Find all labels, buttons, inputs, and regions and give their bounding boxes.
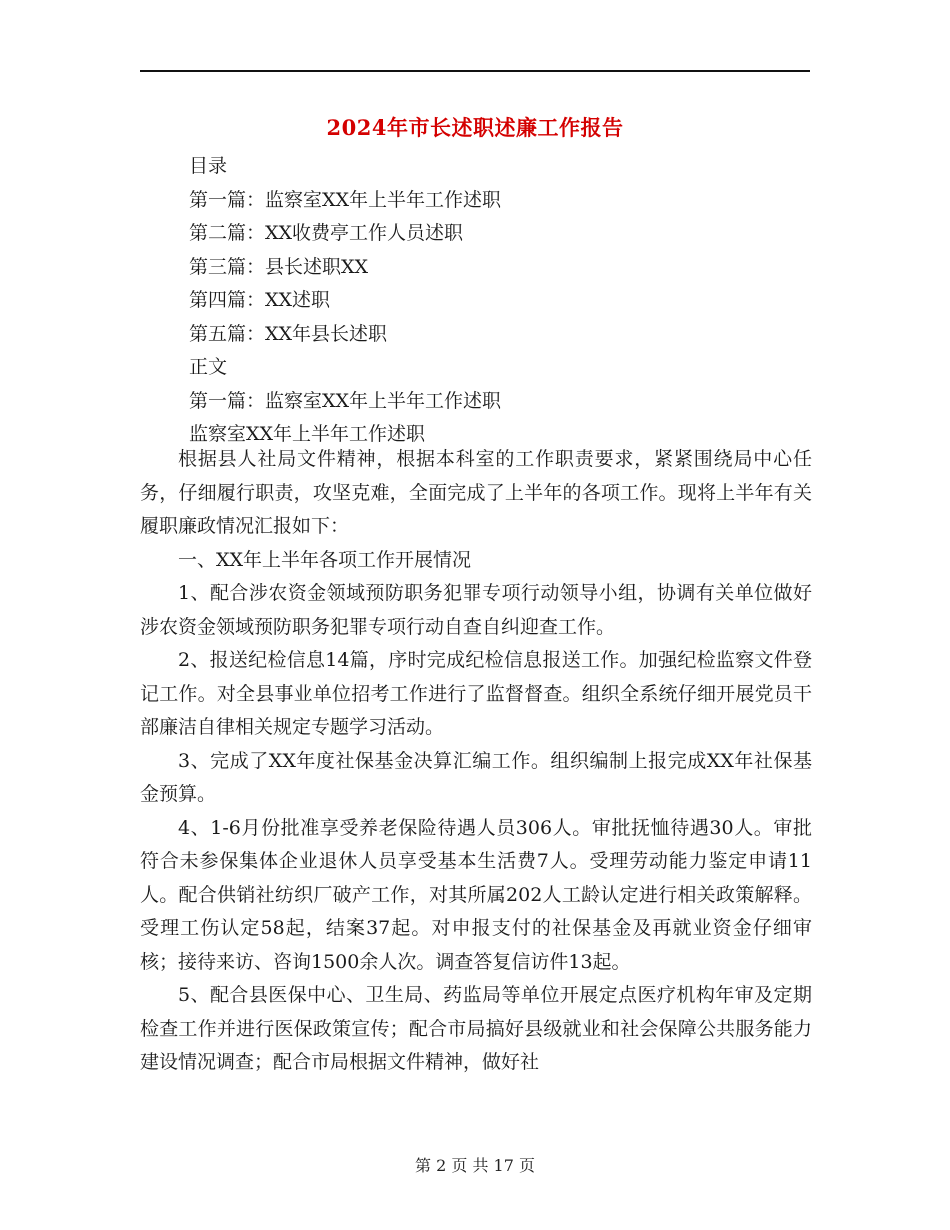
toc-item: 第三篇：县长述职XX [189, 255, 369, 278]
page-number-footer: 第 2 页 共 17 页 [415, 1156, 535, 1175]
section-subtitle: 监察室XX年上半年工作述职 [189, 423, 426, 445]
toc-item: 第一篇：监察室XX年上半年工作述职 [189, 188, 502, 211]
toc-item: 第五篇：XX年县长述职 [189, 322, 388, 345]
body-text [140, 443, 812, 1080]
paragraph-item-5: 5、配合县医保中心、卫生局、药监局等单位开展定点医疗机构年审及定期检查工作并进行医保政策宣传；配合市局搞好县级就业和社会保障公共服务能力建设情况调查；配合市局根据文件精神，做好社 [140, 984, 812, 1073]
paragraph-item-2: 2、报送纪检信息14篇，序时完成纪检信息报送工作。加强纪检监察文件登记工作。对全县事业单位招考工作进行了监督督查。组织全系统仔细开展党员干部廉洁自律相关规定专题学习活动。 [140, 649, 812, 738]
paragraph-item-4: 4、1-6月份批准享受养老保险待遇人员306人。审批抚恤待遇30人。审批符合未参保集体企业退休人员享受基本生活费7人。受理劳动能力鉴定申请11人。配合供销社纺织厂破产工作，对其所属202人工龄认定进行相关政策解释。受理工伤认定58起，结案37起。对申报支付的社保基金及再就业资金仔细审核；接待来访、咨询1500余人次。调查答复信访件13起。 [140, 816, 812, 973]
paragraph-heading: 一、XX年上半年各项工作开展情况 [178, 548, 472, 571]
paragraph-item-1: 1、配合涉农资金领域预防职务犯罪专项行动领导小组，协调有关单位做好涉农资金领域预防职务犯罪专项行动自查自纠迎查工作。 [140, 582, 812, 638]
toc-item: 第四篇：XX述职 [189, 289, 331, 311]
paragraph-item-3: 3、完成了XX年度社保基金决算汇编工作。组织编制上报完成XX年社保基金预算。 [140, 749, 812, 805]
toc-item: 第二篇：XX收费亭工作人员述职 [189, 222, 464, 244]
document-title: 2024年市长述职述廉工作报告 [326, 115, 624, 140]
table-of-contents [189, 150, 809, 452]
section-heading: 第一篇：监察室XX年上半年工作述职 [189, 389, 502, 412]
header-rule [140, 70, 810, 72]
paragraph-intro: 根据县人社局文件精神，根据本科室的工作职责要求，紧紧围绕局中心任务，仔细履行职责，攻坚克难，全面完成了上半年的各项工作。现将上半年有关履职廉政情况汇报如下： [140, 448, 812, 537]
toc-heading: 目录 [189, 155, 228, 177]
body-heading: 正文 [189, 356, 228, 378]
